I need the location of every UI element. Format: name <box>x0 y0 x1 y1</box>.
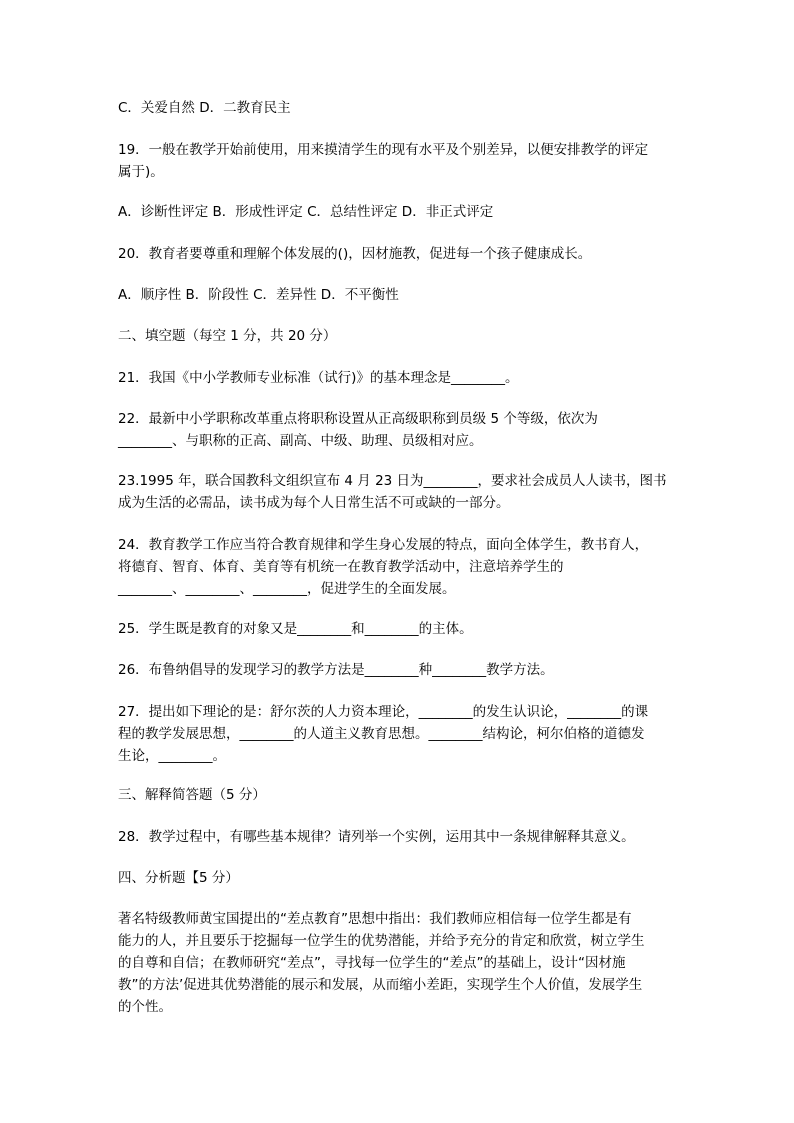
text-line: 三、解释简答题（5 分） <box>118 787 266 803</box>
section-heading-fill-in <box>118 325 678 347</box>
text-line: A．顺序性 B．阶段性 C．差异性 D．不平衡性 <box>118 287 399 303</box>
text-line: 26．布鲁纳倡导的发现学习的教学方法是________种________教学方法。 <box>118 662 554 678</box>
text-line: 19．一般在教学开始前使用，用来摸清学生的现有水平及个别差异，以便安排教学的评定 <box>118 142 649 158</box>
paragraph-question-28 <box>118 826 678 848</box>
text-line: 21．我国《中小学教师专业标准（试行)》的基本理念是________。 <box>118 370 519 386</box>
paragraph-options-20 <box>118 284 678 306</box>
text-line: 将德育、智育、体育、美育等有机统一在教育教学活动中，注意培养学生的 <box>118 559 564 575</box>
paragraph-question-26 <box>118 659 678 681</box>
text-line: 的自尊和自信；在教师研究“差点”，寻找每一位学生的“差点”的基础上，设计“因材施 <box>118 955 626 971</box>
text-line: ________、________、________，促进学生的全面发展。 <box>118 581 456 597</box>
paragraph-question-20 <box>118 243 678 265</box>
text-line: 24．教育教学工作应当符合教育规律和学生身心发展的特点，面向全体学生，教书育人， <box>118 537 649 553</box>
section-heading-analysis <box>118 867 678 889</box>
text-line: 二、填空题（每空 1 分，共 20 分） <box>118 328 337 344</box>
paragraph-question-19 <box>118 139 678 183</box>
text-line: 20．教育者要尊重和理解个体发展的()，因材施教，促进每一个孩子健康成长。 <box>118 246 592 262</box>
paragraph-options-19 <box>118 201 678 223</box>
text-line: 25．学生既是教育的对象又是________和________的主体。 <box>118 621 473 637</box>
paragraph-question-27 <box>118 701 678 767</box>
paragraph-question-22 <box>118 408 678 452</box>
text-line: 28．教学过程中，有哪些基本规律？请列举一个实例，运用其中一条规律解释其意义。 <box>118 829 635 845</box>
paragraph-options-18-cd <box>118 97 678 119</box>
text-line: 27．提出如下理论的是：舒尔茨的人力资本理论，________的发生认识论，________的课 <box>118 704 649 720</box>
text-line: A．诊断性评定 B．形成性评定 C．总结性评定 D．非正式评定 <box>118 204 494 220</box>
text-line: 著名特级教师黄宝国提出的“差点教育”思想中指出：我们教师应相信每一位学生都是有 <box>118 911 632 927</box>
text-line: 教”的方法’促进其优势潜能的展示和发展，从而缩小差距，实现学生个人价值，发展学生 <box>118 977 643 993</box>
paragraph-question-21 <box>118 367 678 389</box>
paragraph-question-24 <box>118 534 678 600</box>
text-line: 生论，________。 <box>118 748 226 764</box>
text-line: 程的教学发展思想，________的人道主义教育思想。________结构论，柯尔伯格的道德发 <box>118 726 645 742</box>
text-line: 四、分析题【5 分） <box>118 870 239 886</box>
text-line: C．关爱自然 D．二教育民主 <box>118 100 291 116</box>
text-line: 成为生活的必需品，读书成为每个人日常生活不可或缺的一部分。 <box>118 495 510 511</box>
paragraph-question-23 <box>118 470 678 514</box>
paragraph-question-25 <box>118 618 678 640</box>
text-line: 23.1995 年，联合国教科文组织宣布 4 月 23 日为________，要求社会成员人人读书，图书 <box>118 473 667 489</box>
text-line: ________、与职称的正高、副高、中级、助理、员级相对应。 <box>118 433 483 449</box>
text-line: 22．最新中小学职称改革重点将职称设置从正高级职称到员级 5 个等级，依次为 <box>118 411 598 427</box>
text-line: 的个性。 <box>118 999 172 1015</box>
paragraph-analysis-case <box>118 908 678 1018</box>
text-line: 能力的人，并且要乐于挖掘每一位学生的优势潜能，并给予充分的肯定和欣赏，树立学生 <box>118 933 645 949</box>
text-line: 属于)。 <box>118 164 164 180</box>
section-heading-short-answer <box>118 784 678 806</box>
